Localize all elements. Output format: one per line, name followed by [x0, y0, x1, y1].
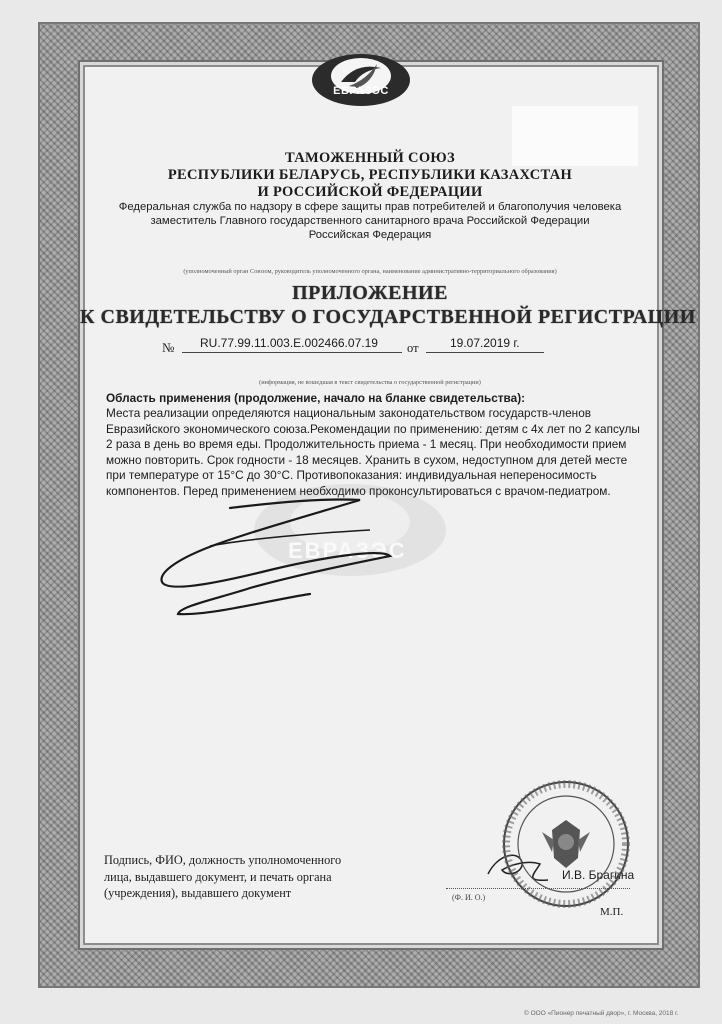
signer-name: И.В. Брагина [562, 868, 635, 882]
logo-text: ЕВРАЗЭС [333, 85, 389, 97]
content-heading: Область применения (продолжение, начало на бланке свидетельства): [106, 391, 526, 405]
content-line: Евразийского экономического союза.Рекомендации по применению: детям с 4х лет по 2 капсулы [106, 421, 640, 436]
reg-date-underline [426, 352, 544, 353]
watermark-text: ЕВРАЗЭС [288, 538, 407, 563]
header-line-1: ТАМОЖЕННЫЙ СОЮЗ [285, 150, 455, 166]
reg-number: RU.77.99.11.003.Е.002466.07.19 [200, 336, 378, 350]
header-line-3: И РОССИЙСКОЙ ФЕДЕРАЦИИ [257, 184, 483, 200]
authority-line-1: Федеральная служба по надзору в сфере защиты прав потребителей и благополучия человека [118, 201, 622, 213]
registration-caption: (информация, не вошедшая в текст свидетельства о государственной регистрации) [259, 379, 481, 386]
content-lines [106, 406, 640, 499]
content-line: 2 раза в день во время еды. Продолжительность приема - 1 месяц. При необходимости прием [106, 437, 627, 451]
content-line: компонентов. Перед применением необходимо проконсультироваться с врачом-педиатром. [106, 483, 611, 498]
printer-line: © ООО «Пионер печатный двор», г. Москва, 2018 г. [524, 1010, 679, 1017]
sig-line-1: Подпись, ФИО, должность уполномоченного [104, 853, 342, 867]
signature-scribble-icon [150, 490, 410, 640]
reg-date: 19.07.2019 г. [450, 336, 520, 350]
sig-line-3: (учреждения), выдавшего документ [104, 886, 292, 900]
content-line: Места реализации определяются национальным законодательством государств-членов [106, 406, 592, 420]
title-line-1: ПРИЛОЖЕНИЕ [292, 282, 448, 304]
reg-number-underline [182, 352, 402, 353]
content-line: можно повторить. Срок годности - 18 месяцев. Хранить в сухом, недоступном для детей месте [106, 452, 628, 467]
sig-line-2: лица, выдавшего документ, и печать органа [104, 869, 332, 884]
reg-number-label: № [162, 340, 175, 355]
evrazes-logo-icon [311, 52, 411, 107]
round-seal-icon [502, 780, 630, 908]
reg-date-label: от [407, 341, 419, 355]
authority-line-2: заместитель Главного государственного санитарного врача Российской Федерации [150, 215, 590, 227]
content-line: при температуре от 15°С до 30°С. Противопоказания: индивидуальная непереносимость [106, 468, 597, 482]
signature-block [104, 852, 341, 902]
title-line-2: К СВИДЕТЕЛЬСТВУ О ГОСУДАРСТВЕННОЙ РЕГИСТРАЦИИ [80, 306, 696, 328]
header-line-2: РЕСПУБЛИКИ БЕЛАРУСЬ, РЕСПУБЛИКИ КАЗАХСТАН [167, 167, 573, 183]
authority-caption: (уполномоченный орган Союзом, руководитель уполномоченного органа, наименование административно-территориального образования) [183, 268, 557, 275]
authority-line-3: Российская Федерация [308, 229, 432, 241]
signer-name-caption: (Ф. И. О.) [452, 893, 486, 902]
seal-label: М.П. [600, 906, 624, 918]
